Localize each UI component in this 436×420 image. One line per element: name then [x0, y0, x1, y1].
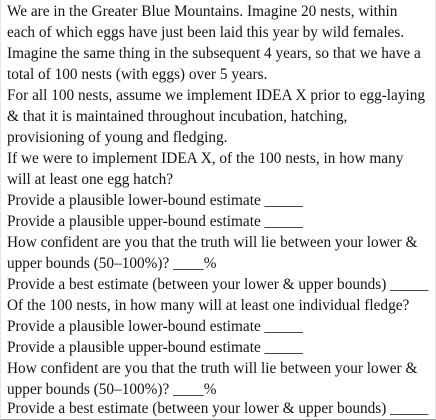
- text-line-15: Of the 100 nests, in how many will at least one individual fledge?: [7, 297, 410, 314]
- text-line-17: Provide a plausible upper-bound estimate _____: [7, 339, 303, 356]
- text-line-3: Imagine the same thing in the subsequent 4 years, so that we have a: [7, 45, 421, 62]
- text-line-2: each of which eggs have just been laid this year by wild females.: [7, 24, 405, 41]
- text-line-12: How confident are you that the truth will lie between your lower &: [7, 234, 418, 251]
- text-line-5: For all 100 nests, assume we implement IDEA X prior to egg-laying: [7, 87, 426, 104]
- text-line-7: provisioning of young and fledging.: [7, 129, 228, 146]
- text-line-4: total of 100 nests (with eggs) over 5 years.: [7, 66, 268, 83]
- text-line-11: Provide a plausible upper-bound estimate _____: [7, 213, 303, 230]
- text-line-20: Provide a best estimate (between your lower & upper bounds) _____: [7, 400, 429, 417]
- text-line-1: We are in the Greater Blue Mountains. Imagine 20 nests, within: [7, 3, 398, 20]
- text-line-19: upper bounds (50–100%)? ____%: [7, 381, 217, 398]
- text-line-16: Provide a plausible lower-bound estimate _____: [7, 318, 303, 335]
- text-line-8: If we were to implement IDEA X, of the 100 nests, in how many: [7, 150, 404, 167]
- text-line-10: Provide a plausible lower-bound estimate _____: [7, 192, 303, 209]
- text-line-13: upper bounds (50–100%)? ____%: [7, 255, 217, 272]
- text-line-9: will at least one egg hatch?: [7, 171, 174, 188]
- text-line-14: Provide a best estimate (between your lower & upper bounds) _____: [7, 276, 429, 293]
- text-line-6: & that it is maintained throughout incubation, hatching,: [7, 108, 348, 125]
- text-line-18: How confident are you that the truth will lie between your lower &: [7, 360, 418, 377]
